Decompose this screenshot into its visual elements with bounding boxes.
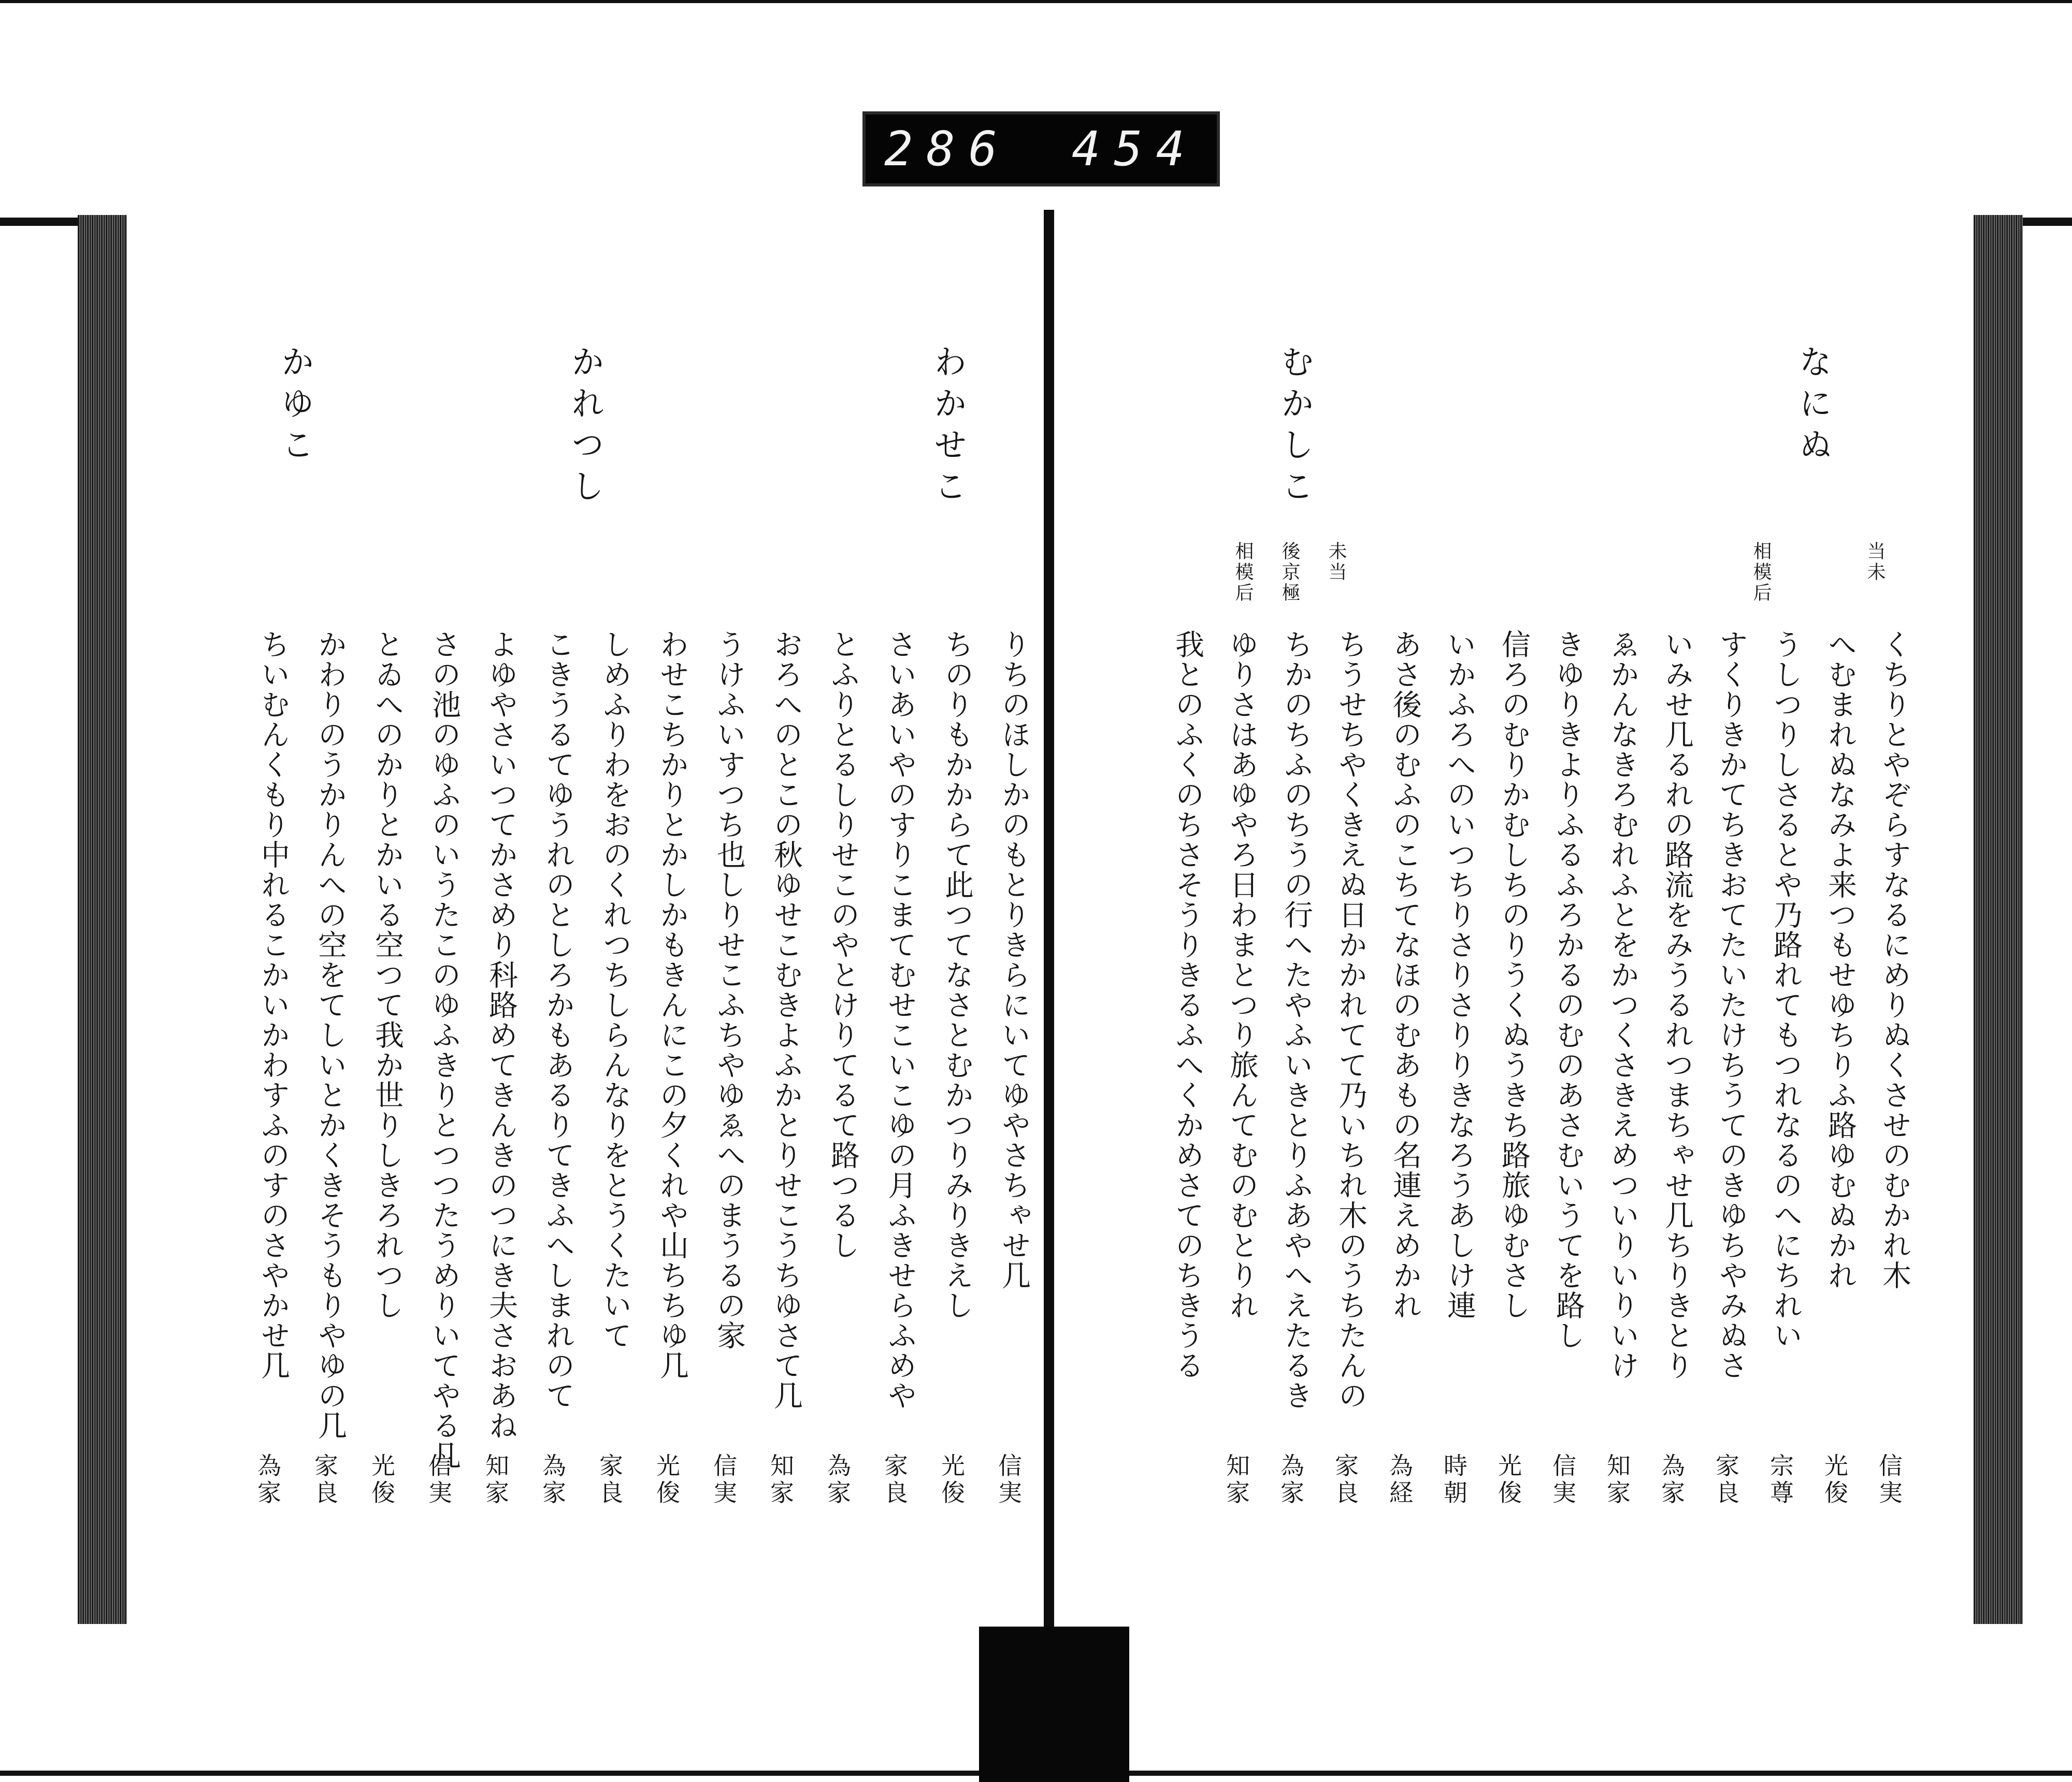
right-author-12: 為家: [1277, 1453, 1305, 1507]
left-author-8: 家良: [596, 1453, 624, 1507]
left-poem-4: とふりとるしりせこのやとけりてるて路つるし: [826, 629, 860, 1260]
right-attribution-5: 相模后: [1232, 541, 1254, 603]
right-poem-7: きゆりきよりふるふろかるのむのあさむいうてを路し: [1551, 629, 1585, 1350]
left-heading-1: わかせこ: [928, 344, 967, 510]
right-attribution-1: 当未: [1864, 541, 1886, 583]
right-heading-2: むかしこ: [1275, 344, 1314, 510]
left-author-14: 為家: [254, 1453, 282, 1507]
right-poem-11: ちうせちやくきえぬ日かかれてて乃いちれ木のうちたんの: [1334, 629, 1368, 1411]
left-poem-11: さの池のゆふのいうたこのゆふきりとつつたうめりいてやる几: [427, 629, 461, 1471]
right-author-13: 知家: [1222, 1453, 1250, 1507]
right-author-11: 家良: [1331, 1453, 1359, 1507]
right-heading-1: なにぬ: [1793, 344, 1832, 469]
left-poem-3: さいあいやのすりこまてむせこいこゆの月ふきせらふめや: [883, 629, 917, 1411]
open-book: [78, 205, 2025, 1640]
right-author-10: 為経: [1386, 1453, 1414, 1507]
left-author-9: 為家: [539, 1453, 567, 1507]
left-poem-9: こきうるてゆうれのとしろかもあるりてきふへしまれのて: [541, 629, 575, 1411]
right-author-9: 時朝: [1440, 1453, 1468, 1507]
right-poem-8: 信ろのむりかむしちのりうくぬうきち路旅ゆむさし: [1497, 629, 1531, 1320]
left-author-6: 信実: [710, 1453, 738, 1507]
left-heading-2: かれつし: [566, 344, 604, 510]
right-poem-14: 我とのふくのちさそうりきるふへくかめさてのちきうる: [1171, 629, 1204, 1381]
left-page-edge: [78, 215, 127, 1624]
right-page: [1054, 220, 1971, 1619]
right-author-3: 宗尊: [1766, 1453, 1794, 1507]
right-poem-4: すくりきかてちきおてたいたけちうてのきゆちやみぬさ: [1715, 629, 1748, 1381]
left-poem-14: ちいむんくもり中れるこかいかわすふのすのさやかせ几: [256, 629, 290, 1381]
right-poem-2: へむまれぬなみよ来つもせゆちりふ路ゆむぬかれ: [1823, 629, 1857, 1290]
left-author-10: 知家: [482, 1453, 510, 1507]
right-page-edge: [1974, 215, 2023, 1624]
left-poem-5: おろへのとこの秋ゆせこむきよふかとりせこうちゆさて几: [769, 629, 803, 1411]
right-author-6: 知家: [1603, 1453, 1631, 1507]
right-author-4: 家良: [1712, 1453, 1740, 1507]
right-author-7: 信実: [1549, 1453, 1577, 1507]
left-author-13: 家良: [311, 1453, 339, 1507]
right-author-8: 光俊: [1494, 1453, 1522, 1507]
left-heading-3: かゆこ: [276, 344, 314, 469]
right-poem-12: ちかのちふのちうの行へたやふいきとりふあやへえたるき: [1279, 629, 1313, 1411]
left-author-3: 家良: [881, 1453, 909, 1507]
right-attribution-3: 未当: [1326, 541, 1347, 583]
right-author-1: 信実: [1875, 1453, 1903, 1507]
frame-counter-plate: [862, 111, 1220, 186]
right-author-2: 光俊: [1821, 1453, 1849, 1507]
right-attribution-2: 相模后: [1750, 541, 1772, 603]
right-poem-13: ゆりさはあゆやろ日わまとつり旅んてむのむとりれ: [1225, 629, 1259, 1320]
frame-number-left: 286: [884, 121, 1011, 177]
left-poem-8: しめふりわをおのくれつちしらんなりをとうくたいて: [598, 629, 632, 1350]
right-poem-9: いかふろへのいつちりさりさりりきなろうあしけ連: [1443, 629, 1476, 1320]
left-author-11: 信実: [425, 1453, 453, 1507]
left-poem-1: りちのほしかのもとりきらにいてゆやさちゃせ几: [997, 629, 1031, 1290]
left-poem-12: とゐへのかりとかいる空つて我か世りしきろれつし: [370, 629, 404, 1320]
left-author-2: 光俊: [938, 1453, 966, 1507]
book-gutter: [1044, 210, 1054, 1640]
left-author-4: 為家: [824, 1453, 852, 1507]
right-poem-1: くちりとやぞらすなるにめりぬくさせのむかれ木: [1878, 629, 1911, 1290]
right-poem-3: うしつりしさるとや乃路れてもつれなるのへにちれい: [1769, 629, 1803, 1350]
right-attribution-4: 後京極: [1279, 541, 1300, 603]
right-poem-6: ゑかんなきろむれふとをかつくさきえめついりいりいけ: [1606, 629, 1639, 1381]
scan-top-edge: [0, 0, 2072, 3]
left-page: [127, 220, 1044, 1619]
left-poem-7: わせこちかりとかしかもきんにこの夕くれや山ちちゆ几: [655, 629, 689, 1381]
left-poem-2: ちのりもかからて此つてなさとむかつりみりきえし: [940, 629, 974, 1320]
right-author-5: 為家: [1658, 1453, 1686, 1507]
left-poem-6: うけふいすつち也しりせこふちやゆゑへのまうるの家: [712, 629, 746, 1350]
frame-number-right: 454: [1071, 121, 1198, 177]
left-author-7: 光俊: [653, 1453, 681, 1507]
left-poem-10: よゆやさいつてかさめり科路めてきんきのつにき夫さおあね: [484, 629, 518, 1441]
right-poem-5: いみせ几るれの路流をみうるれつまちゃせ几ちりきとり: [1660, 629, 1694, 1381]
right-poem-10: あさ後のむふのこちてなほのむあもの名連えめかれ: [1388, 629, 1422, 1320]
left-author-5: 知家: [767, 1453, 795, 1507]
left-author-12: 光俊: [368, 1453, 396, 1507]
left-author-1: 信実: [995, 1453, 1023, 1507]
scan-left-edge: [0, 218, 78, 226]
left-poem-13: かわりのうかりんへの空をてしいとかくきそうもりやゆの几: [313, 629, 347, 1441]
gutter-shadow-block: [979, 1627, 1129, 1782]
